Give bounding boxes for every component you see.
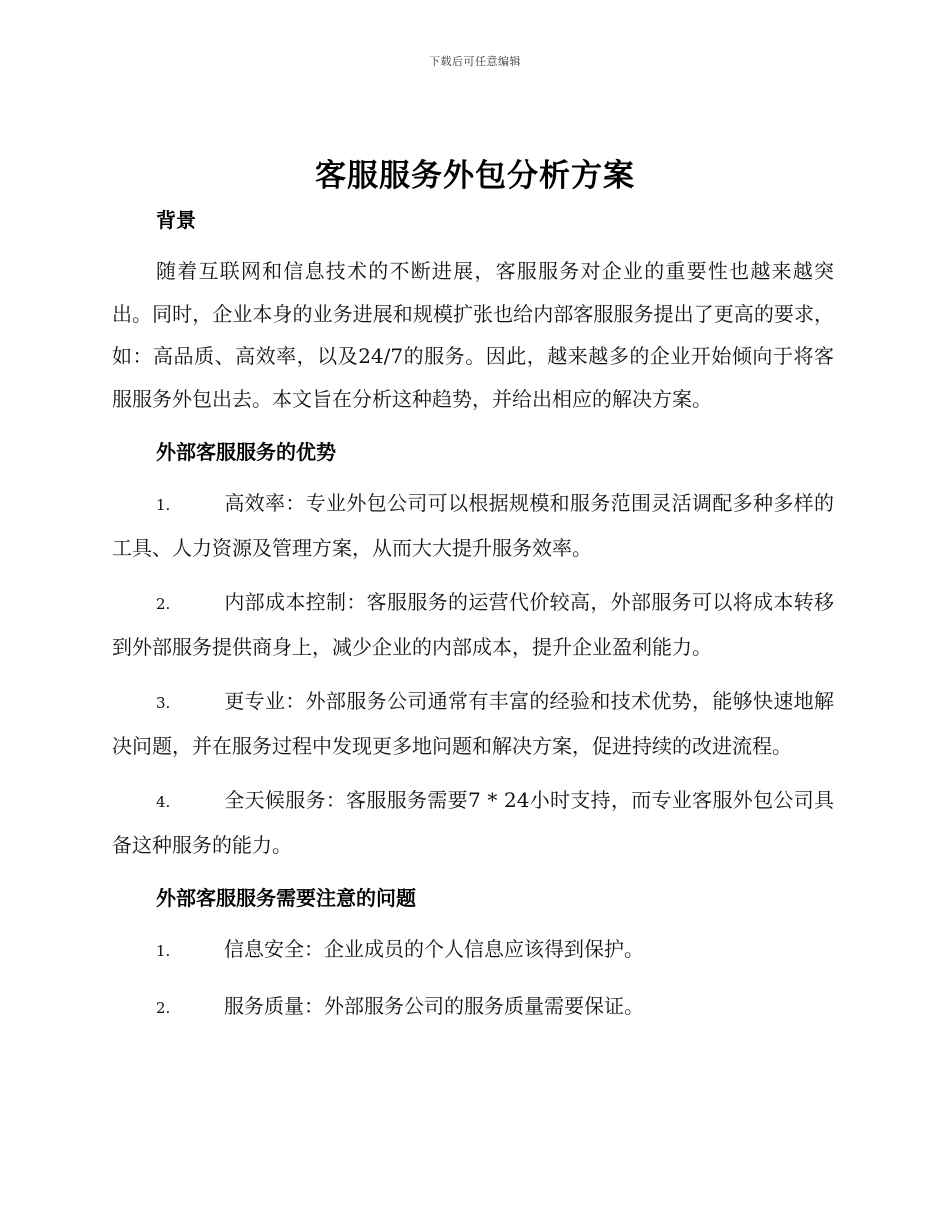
section-heading-issues: 外部客服服务需要注意的问题 xyxy=(156,886,416,910)
list-item xyxy=(112,482,834,569)
document-title: 客服服务外包分析方案 xyxy=(315,158,635,194)
list-item-text: 内部成本控制：客服服务的运营代价较高，外部服务可以将成本转移到外部服务提供商身上，减少企业的内部成本，提升企业盈利能力。 xyxy=(112,590,834,659)
list-item xyxy=(112,928,834,973)
list-item-text: 更专业：外部服务公司通常有丰富的经验和技术优势，能够快速地解决问题，并在服务过程中发现更多地问题和解决方案，促进持续的改进流程。 xyxy=(112,689,834,758)
list-item-text: 高效率：专业外包公司可以根据规模和服务范围灵活调配多种多样的工具、人力资源及管理方案，从而大大提升服务效率。 xyxy=(112,491,834,560)
section-heading-advantages: 外部客服服务的优势 xyxy=(156,440,336,464)
list-item xyxy=(112,985,834,1030)
background-paragraph: 随着互联网和信息技术的不断进展，客服服务对企业的重要性也越来越突出。同时，企业本身的业务进展和规模扩张也给内部客服服务提出了更高的要求，如：高品质、高效率，以及24/7的服务。因此，越来越多的企业开始倾向于将客服服务外包出去。本文旨在分析这种趋势，并给出相应的解决方案。 xyxy=(112,259,834,411)
list-item-text: 信息安全：企业成员的个人信息应该得到保护。 xyxy=(224,937,644,961)
header-note: 下载后可任意编辑 xyxy=(429,55,521,68)
list-number: 4. xyxy=(156,793,171,811)
list-item xyxy=(112,680,834,767)
list-item-text: 全天候服务：客服服务需要7 * 24小时支持，而专业客服外包公司具备这种服务的能力。 xyxy=(112,788,834,857)
list-number: 2. xyxy=(156,595,171,613)
list-item xyxy=(112,779,834,866)
list-item xyxy=(112,581,834,668)
list-number: 3. xyxy=(156,694,171,712)
document-body xyxy=(112,202,834,1029)
list-number: 2. xyxy=(156,998,171,1017)
list-number: 1. xyxy=(156,496,171,514)
list-number: 1. xyxy=(156,942,171,960)
section-heading-background: 背景 xyxy=(156,208,196,232)
list-item-text: 服务质量：外部服务公司的服务质量需要保证。 xyxy=(224,993,644,1018)
